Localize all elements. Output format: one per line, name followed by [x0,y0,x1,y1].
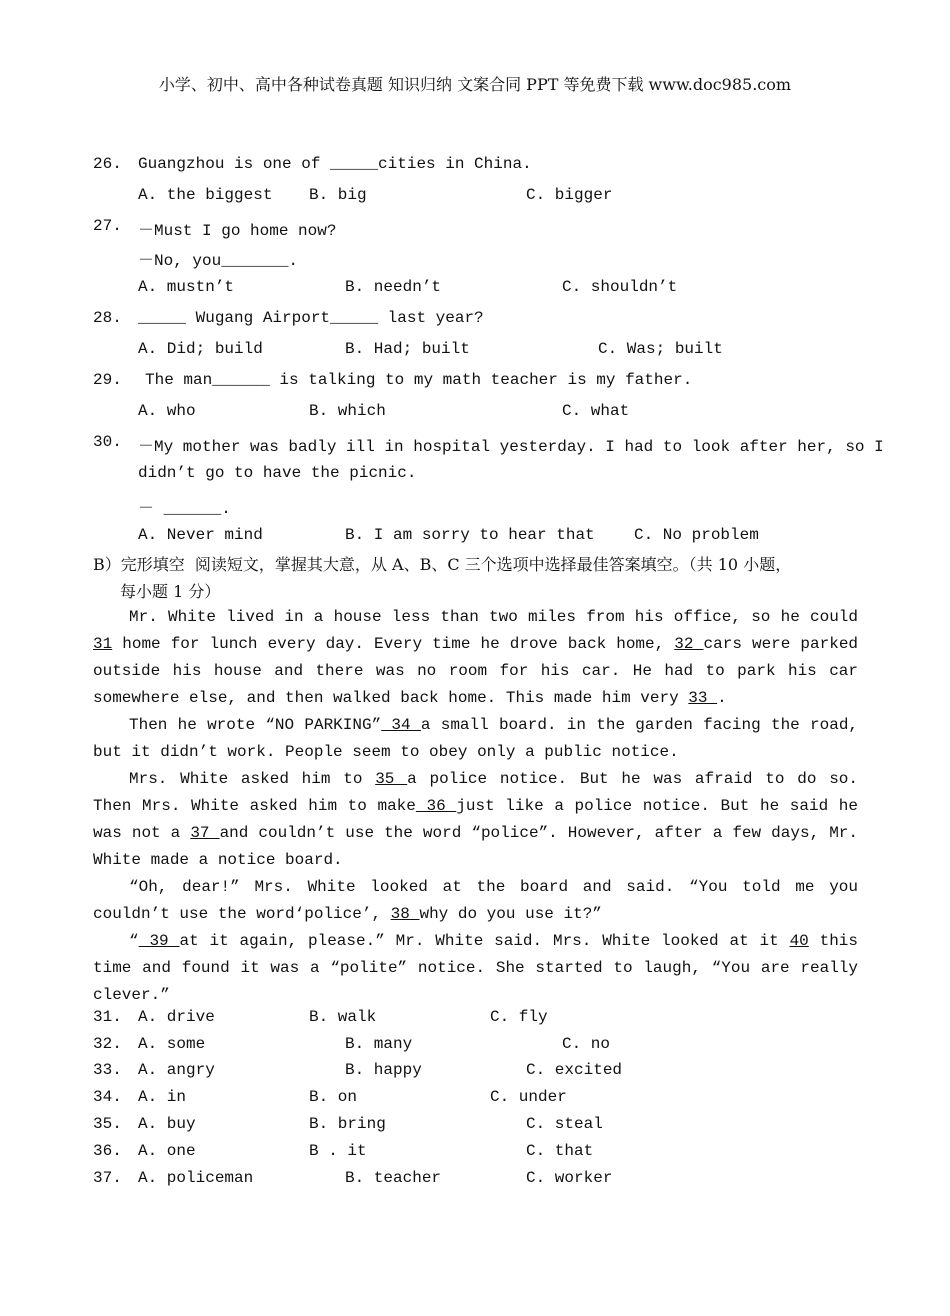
option-b: B. which [309,402,386,420]
question-number: 30. [93,433,122,451]
option-c: C. Was; built [598,340,723,358]
passage-text: why do you use it?” [419,905,602,923]
question-number: 26. [93,155,122,173]
option-number: 34. [93,1088,122,1106]
option-b: B. teacher [345,1169,442,1187]
option-a: A. angry [138,1061,215,1079]
passage-paragraph-4 [93,874,858,928]
option-a: A. drive [138,1008,215,1026]
option-c: C. excited [526,1061,623,1079]
option-number: 32. [93,1035,122,1053]
question-number: 27. [93,217,122,235]
question-number: 28. [93,309,122,327]
question-stem: －Must I go home now? [138,222,337,240]
passage-text: cars were parked outside his house and there was no room for his car. He had to park his car somewhere else, and then walked back home. This made him very [93,635,859,707]
option-b: B. on [309,1088,358,1106]
option-number: 35. [93,1115,122,1133]
option-a: A. Never mind [138,526,263,544]
option-c: C. worker [526,1169,613,1187]
question-stem: _____ Wugang Airport_____ last year? [138,309,484,327]
option-b: B. many [345,1035,413,1053]
blank-31: 31 [93,635,113,653]
blank-36: 36 [415,797,457,815]
option-number: 33. [93,1061,122,1079]
option-c: C. steal [526,1115,603,1133]
option-a: A. policeman [138,1169,254,1187]
option-number: 36. [93,1142,122,1160]
question-stem: －My mother was badly ill in hospital yesterday. I had to look after her, so I [138,438,884,456]
passage-text: Mrs. White asked him to [129,770,376,788]
option-c: C. No problem [634,526,759,544]
option-b: B. big [309,186,367,204]
option-c: C. no [562,1035,611,1053]
passage-text: and couldn’t use the word “police”. However, after a few days, Mr. White made a notice board. [93,824,859,869]
page-header: 小学、初中、高中各种试卷真题 知识归纳 文案合同 PPT 等免费下载 www.doc985.com [158,75,792,94]
passage-paragraph-5 [93,928,858,1009]
option-c: C. bigger [526,186,613,204]
option-a: A. in [138,1088,187,1106]
option-c: C. shouldn’t [562,278,678,296]
question-number: 29. [93,371,122,389]
option-b: B. walk [309,1008,377,1026]
passage-text: a small board. in the garden facing the road, but it didn’t work. People seem to obey only a public notice. [93,716,859,761]
option-number: 31. [93,1008,122,1026]
option-c: C. what [562,402,630,420]
blank-38: 38 [390,905,420,923]
section-heading-line2: 每小题 1 分） [120,582,221,601]
passage-text: at it again, please.” Mr. White said. Mrs. White looked at it [179,932,790,950]
passage-text: a police notice. But he was afraid to do so. Then Mrs. White asked him to make [93,770,859,815]
blank-39: 39 [138,932,180,950]
question-stem-line3: － ______. [138,500,231,518]
passage-text: just like a police notice. But he said he was not a [93,797,858,842]
passage-paragraph-3 [93,766,858,874]
question-stem: The man______ is talking to my math teacher is my father. [145,371,693,389]
passage-paragraph-2 [93,712,858,766]
option-c: C. that [526,1142,594,1160]
option-b: B . it [309,1142,367,1160]
blank-35: 35 [375,770,408,788]
option-b: B. happy [345,1061,422,1079]
option-a: A. buy [138,1115,196,1133]
option-number: 37. [93,1169,122,1187]
blank-40: 40 [789,932,809,950]
section-heading: B）完形填空 阅读短文，掌握其大意，从 A、B、C 三个选项中选择最佳答案填空。（共 10 小题， [93,555,792,574]
option-c: C. fly [490,1008,548,1026]
option-b: B. needn’t [345,278,442,296]
question-stem-line2: didn’t go to have the picnic. [138,464,417,482]
option-b: B. bring [309,1115,386,1133]
blank-33: 33 [688,689,718,707]
option-c: C. under [490,1088,567,1106]
blank-34: 34 [381,716,421,734]
passage-text: “ [129,932,139,950]
passage-text: Then he wrote “NO PARKING” [129,716,382,734]
passage-text: home for lunch every day. Every time he drove back home, [122,635,675,653]
option-a: A. the biggest [138,186,273,204]
option-b: B. Had; built [345,340,470,358]
passage-paragraph-1 [93,604,858,712]
option-a: A. one [138,1142,196,1160]
question-stem-line2: －No, you_______. [138,252,299,270]
question-stem: Guangzhou is one of _____cities in China. [138,155,532,173]
option-a: A. mustn’t [138,278,235,296]
option-a: A. who [138,402,196,420]
passage-text: Mr. White lived in a house less than two miles from his office, so he could [129,608,858,626]
passage-text: “Oh, dear!” Mrs. White looked at the board and said. “You told me you couldn’t use the word‘police’, [93,878,858,923]
blank-37: 37 [190,824,220,842]
option-a: A. some [138,1035,206,1053]
blank-32: 32 [674,635,704,653]
option-a: A. Did; build [138,340,263,358]
passage-text: this time and found it was a “polite” notice. She started to laugh, “You are really clever.” [93,932,859,1004]
passage-text: . [717,689,727,707]
option-b: B. I am sorry to hear that [345,526,595,544]
